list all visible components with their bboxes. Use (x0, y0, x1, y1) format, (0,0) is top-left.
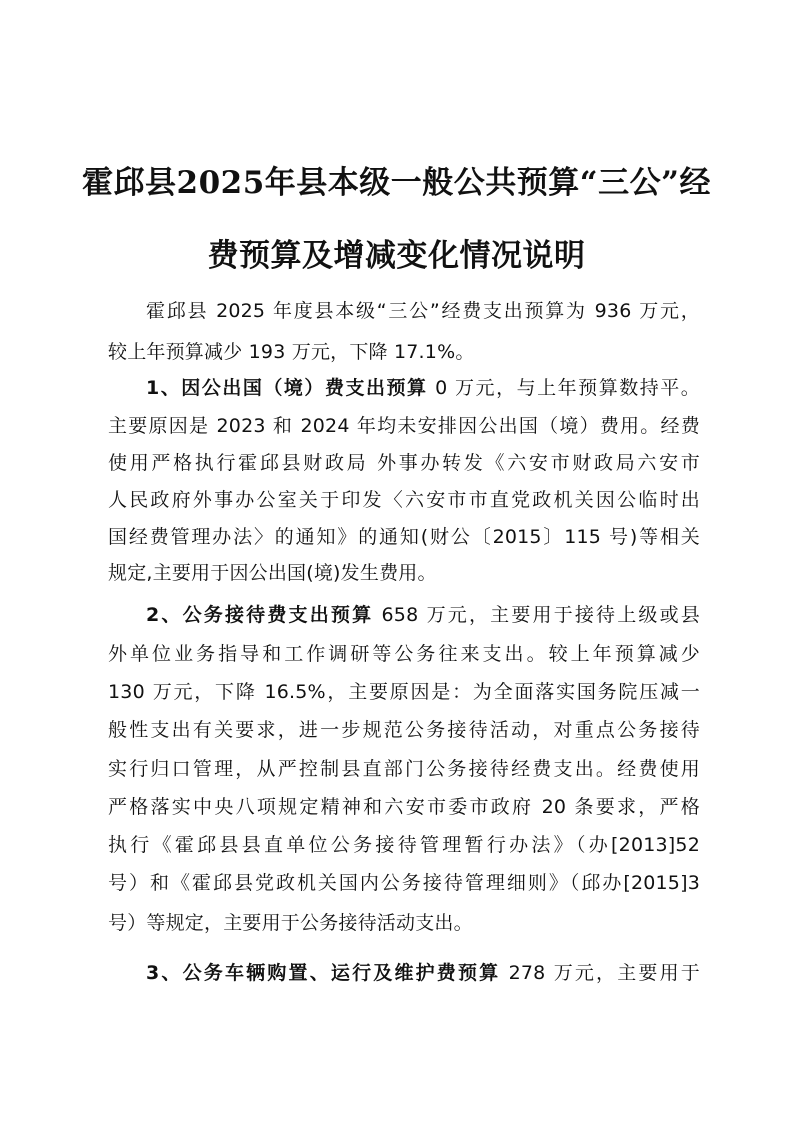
section-1-first-line-text: 0 万元，与上年预算数持平。 (427, 377, 700, 399)
section-1-line: 国经费管理办法〉的通知》的通知(财公〔2015〕115 号)等相关 (108, 526, 700, 548)
section-2-line: 号）等规定，主要用于公务接待活动支出。 (108, 912, 473, 934)
section-2-heading: 2、公务接待费支出预算 (146, 604, 374, 626)
section-2-line: 号）和《霍邱县党政机关国内公务接待管理细则》（邱办[2015]3 (108, 872, 700, 894)
section-2-line: 130 万元，下降 16.5%，主要原因是：为全面落实国务院压减一 (108, 681, 700, 703)
document-title-line-2: 费预算及增减变化情况说明 (207, 238, 586, 274)
section-3-heading: 3、公务车辆购置、运行及维护费预算 (146, 962, 501, 984)
section-2-line: 严格落实中央八项规定精神和六安市委市政府 20 条要求，严格 (108, 796, 700, 818)
section-3-first-line (146, 960, 700, 986)
intro-line-2: 较上年预算减少 193 万元，下降 17.1%。 (108, 341, 475, 363)
section-2-line: 执行《霍邱县县直单位公务接待管理暂行办法》（办[2013]52 (108, 834, 700, 856)
document-title-line-1: 霍邱县2025年县本级一般公共预算“三公”经 (82, 165, 711, 201)
section-2-line: 般性支出有关要求，进一步规范公务接待活动，对重点公务接待 (108, 719, 700, 741)
section-2-line: 实行归口管理，从严控制县直部门公务接待经费支出。经费使用 (108, 758, 700, 780)
section-1-line: 主要原因是 2023 和 2024 年均未安排因公出国（境）费用。经费 (108, 415, 700, 437)
section-1-line: 人民政府外事办公室关于印发〈六安市市直党政机关因公临时出 (108, 489, 700, 511)
section-2-first-line-text: 658 万元，主要用于接待上级或县 (373, 604, 701, 626)
intro-line-1: 霍邱县 2025 年度县本级“三公”经费支出预算为 936 万元， (146, 300, 700, 322)
section-1-first-line (146, 375, 700, 401)
section-1-heading: 1、因公出国（境）费支出预算 (146, 377, 428, 399)
section-1-line: 规定,主要用于因公出国(境)发生费用。 (108, 562, 437, 584)
section-2-first-line (146, 602, 700, 628)
section-1-line: 使用严格执行霍邱县财政局 外事办转发《六安市财政局六安市 (108, 452, 700, 474)
section-3-first-line-text: 278 万元，主要用于 (500, 962, 700, 984)
section-2-line: 外单位业务指导和工作调研等公务往来支出。较上年预算减少 (108, 643, 700, 665)
